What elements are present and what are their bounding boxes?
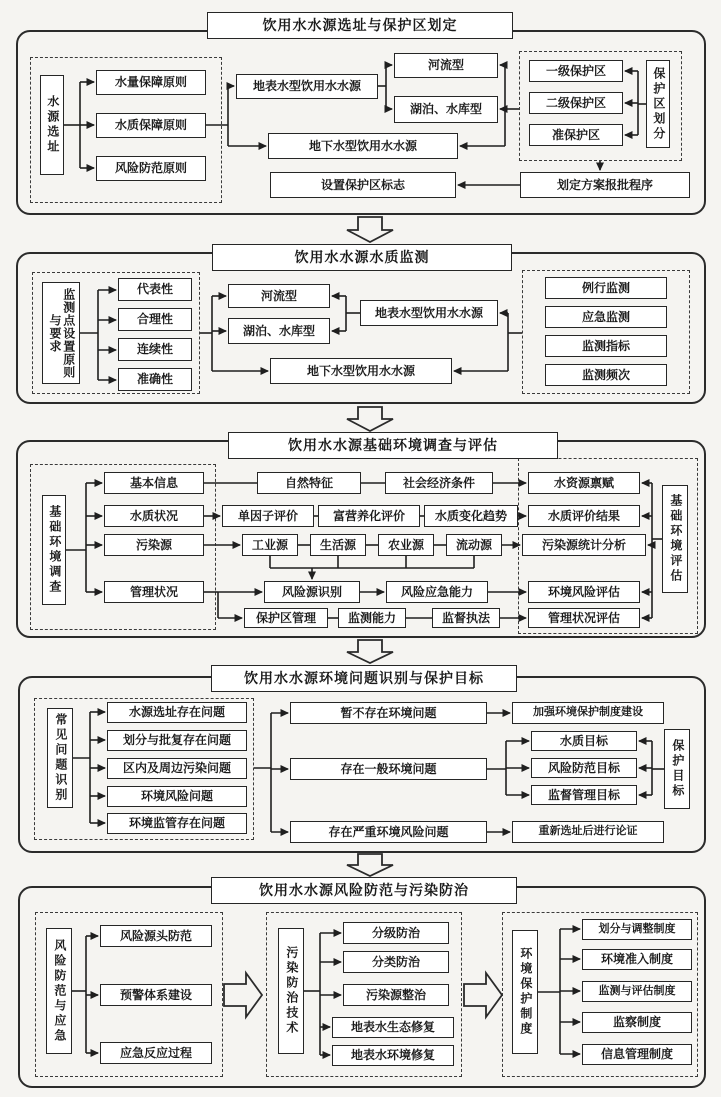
monitoring-capability: 监测能力 (338, 608, 406, 628)
natural-features: 自然特征 (257, 472, 361, 494)
monitoring-indicators: 监测指标 (545, 335, 667, 357)
info-management-system: 信息管理制度 (582, 1044, 692, 1065)
quality-eval-result: 水质评价结果 (528, 505, 640, 527)
emergency-response-process: 应急反应过程 (100, 1042, 212, 1064)
section1-title: 饮用水水源选址与保护区划定 (207, 12, 513, 39)
issue-env-risk: 环境风险问题 (107, 786, 247, 807)
risk-response-capability: 风险应急能力 (386, 581, 488, 603)
management-status-assessment: 管理状况评估 (528, 608, 640, 628)
criterion-reasonable: 合理性 (118, 308, 192, 331)
goal-supervision: 监督管理目标 (531, 785, 637, 805)
reselect-site-demonstration: 重新选址后进行论证 (512, 821, 664, 843)
ground-water-source-s1: 地下水型饮用水水源 (268, 133, 458, 159)
pollution-source-remediation: 污染源整治 (343, 984, 449, 1006)
flow-arrow-right-1 (224, 973, 262, 1017)
case-general-issue: 存在一般环境问题 (290, 758, 487, 780)
pollution-source-statistics: 污染源统计分析 (522, 534, 646, 556)
aspect-management: 管理状况 (104, 581, 204, 603)
river-type-s2: 河流型 (228, 284, 330, 308)
routine-monitoring: 例行监测 (545, 277, 667, 299)
surface-water-eco-restoration: 地表水生态修复 (332, 1017, 454, 1038)
flow-arrow-down-4 (347, 854, 393, 876)
risk-prevention-emergency-label: 风险防范与应急 (46, 928, 72, 1054)
goal-water-quality: 水质目标 (531, 731, 637, 751)
lake-reservoir-type-s1: 湖泊、水库型 (394, 96, 498, 123)
env-access-system: 环境准入制度 (582, 949, 692, 970)
criterion-accurate: 准确性 (118, 368, 192, 391)
river-type-s1: 河流型 (394, 53, 498, 78)
industrial-source: 工业源 (242, 534, 298, 556)
section5-title: 饮用水水源风险防范与污染防治 (211, 877, 517, 904)
eutrophication-eval: 富营养化评价 (318, 505, 420, 527)
issue-supervision: 环境监管存在问题 (107, 813, 247, 834)
strengthen-protection-system: 加强环境保护制度建设 (512, 702, 664, 724)
monitoring-frequency: 监测频次 (545, 364, 667, 386)
surface-water-source-s1: 地表水型饮用水水源 (236, 74, 378, 99)
monitoring-point-principles-label: 监测点设置原则与要求 (42, 282, 80, 384)
agricultural-source: 农业源 (378, 534, 434, 556)
basic-env-eval-label: 基础环境评估 (662, 485, 688, 593)
lake-reservoir-type-s2: 湖泊、水库型 (228, 318, 330, 344)
env-protection-system-label: 环境保护制度 (512, 930, 538, 1054)
case-no-issue: 暂不存在环境问题 (290, 702, 487, 724)
classified-control: 分类防治 (343, 951, 449, 973)
criterion-continuous: 连续性 (118, 338, 192, 361)
case-severe-risk: 存在严重环境风险问题 (290, 821, 487, 843)
delineation-adjustment-system: 划分与调整制度 (582, 919, 692, 940)
delineation-approval-procedure: 划定方案报批程序 (520, 172, 690, 198)
risk-source-prevention: 风险源头防范 (100, 925, 212, 947)
single-factor-eval: 单因子评价 (222, 505, 314, 527)
criterion-representative: 代表性 (118, 278, 192, 301)
surface-water-env-restoration: 地表水环境修复 (332, 1045, 454, 1066)
inspection-system: 监察制度 (582, 1012, 692, 1033)
mobile-source: 流动源 (446, 534, 502, 556)
surface-water-source-s2: 地表水型饮用水水源 (360, 300, 498, 326)
zone-sign-setting: 设置保护区标志 (270, 172, 456, 198)
water-source-siting-label: 水源选址 (40, 75, 64, 175)
emergency-monitoring: 应急监测 (545, 306, 667, 328)
section2-title: 饮用水水源水质监测 (212, 244, 512, 271)
section4-title: 饮用水水源环境问题识别与保护目标 (211, 665, 517, 692)
basic-env-survey-label: 基础环境调查 (42, 495, 66, 605)
zone-level2: 二级保护区 (529, 92, 623, 114)
zone-quasi: 准保护区 (529, 124, 623, 146)
aspect-pollution-source: 污染源 (104, 534, 204, 556)
pollution-control-tech-label: 污染防治技术 (278, 928, 304, 1054)
supervision-enforcement: 监督执法 (432, 608, 500, 628)
zone-level1: 一级保护区 (529, 60, 623, 82)
issue-delineation-approval: 划分与批复存在问题 (107, 730, 247, 751)
risk-source-identification: 风险源识别 (264, 581, 360, 603)
domestic-source: 生活源 (310, 534, 366, 556)
goal-risk-prevention: 风险防范目标 (531, 758, 637, 778)
flow-arrow-right-2 (464, 973, 502, 1017)
issue-siting: 水源选址存在问题 (107, 702, 247, 723)
protection-goals-label: 保护目标 (664, 729, 690, 809)
early-warning-system: 预警体系建设 (100, 984, 212, 1006)
principle-risk: 风险防范原则 (96, 156, 206, 181)
socioeconomic-conditions: 社会经济条件 (385, 472, 493, 494)
water-resource-endowment: 水资源禀赋 (528, 472, 640, 494)
zone-management: 保护区管理 (244, 608, 328, 628)
principle-quantity: 水量保障原则 (96, 70, 206, 95)
env-risk-assessment: 环境风险评估 (528, 581, 640, 603)
ground-water-source-s2: 地下水型饮用水水源 (270, 358, 452, 384)
flow-arrow-down-3 (347, 640, 393, 663)
graded-control: 分级防治 (343, 922, 449, 944)
section3-title: 饮用水水源基础环境调查与评估 (228, 432, 558, 459)
quality-trend: 水质变化趋势 (424, 505, 518, 527)
flow-arrow-down-1 (347, 217, 393, 242)
aspect-water-quality: 水质状况 (104, 505, 204, 527)
flow-arrow-down-2 (347, 407, 393, 431)
principle-quality: 水质保障原则 (96, 113, 206, 138)
issue-pollution-nearby: 区内及周边污染问题 (107, 758, 247, 779)
common-issues-label: 常见问题识别 (47, 708, 73, 808)
monitoring-eval-system: 监测与评估制度 (582, 981, 692, 1002)
zone-division-label: 保护区划分 (646, 60, 670, 148)
aspect-basic-info: 基本信息 (104, 472, 204, 494)
